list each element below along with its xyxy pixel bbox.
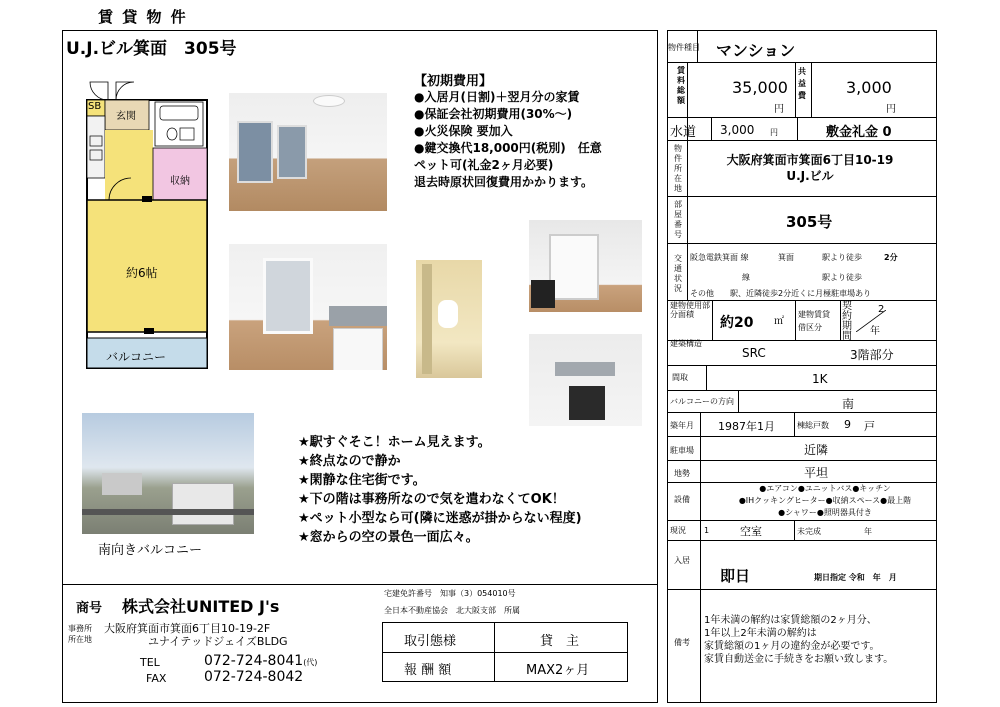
- feature-item: ★閑静な住宅街です。: [298, 473, 426, 488]
- period-year: 2: [878, 304, 885, 315]
- initial-costs-heading: 【初期費用】: [414, 74, 493, 89]
- tel-label: TEL: [140, 656, 160, 669]
- water-value: 3,000: [720, 123, 755, 137]
- property-address: 大阪府箕面市箕面6丁目10-19 U.J.ビル: [726, 153, 894, 183]
- access-1-line: 阪急電鉄箕面 線: [690, 253, 749, 262]
- sink-photo: [529, 334, 642, 426]
- storage-photo: [529, 220, 642, 312]
- address-label: 物件所在地: [674, 144, 682, 193]
- company-fax: 072-724-8042: [204, 669, 304, 685]
- initial-cost-line: ●保証会社初期費用(30%～): [414, 107, 573, 121]
- rent-yen: 円: [774, 104, 784, 115]
- move-in-note: 期日指定 令和 年 月: [814, 573, 897, 582]
- company-shogo-label: 商号: [76, 601, 103, 616]
- floorplan-room-label: 約6帖: [126, 266, 158, 280]
- balcony-view-photo: [82, 413, 254, 534]
- floorplan: [82, 72, 212, 372]
- fax-label: FAX: [146, 672, 167, 685]
- kyoeki-value: 3,000: [846, 78, 892, 97]
- initial-cost-line: ●入居月(日割)＋翌月分の家賃: [414, 90, 580, 104]
- units-value: 9: [844, 418, 851, 431]
- feature-item: ★駅すぐそこ！ホーム見えます。: [298, 435, 491, 450]
- photo-caption: 南向きバルコニー: [98, 543, 203, 558]
- area-label: 建物使用部分面積: [670, 301, 710, 319]
- company-address: 大阪府箕面市箕面6丁目10-19-2F ユナイテッドジェイズBLDG: [104, 622, 288, 648]
- spec-table: [667, 30, 937, 703]
- built-value: 1987年1月: [718, 420, 775, 433]
- access-2-line: 線: [742, 273, 750, 282]
- torihiki-value: 貸 主: [540, 634, 580, 649]
- status-label: 現況: [670, 526, 686, 535]
- kyoeki-yen: 円: [886, 104, 896, 115]
- layout-value: 1K: [812, 372, 828, 386]
- document-type: 賃 貸 物 件: [98, 8, 188, 26]
- type-label: 物件種目: [668, 43, 700, 52]
- remarks-text: 1年未満の解約は家賃総額の2ヶ月分、 1年以上2年未満の解約は 家賃総額の1ヶ月の違約金が必要です。 家賃自動送金に手続きをお願い致します。: [704, 615, 894, 665]
- access-2-walk: 駅より徒歩: [822, 273, 862, 282]
- access-1-minutes: 2分: [884, 253, 898, 262]
- association: 全日本不動産協会 北大阪支部 所属: [384, 606, 520, 615]
- company-tel[interactable]: 072-724-8041(代): [204, 653, 318, 669]
- feature-item: ★ペット小型なら可(隣に迷惑が掛からない程度): [298, 511, 582, 526]
- room-interior-photo: [229, 93, 387, 211]
- parking-label: 駐車場: [670, 446, 694, 455]
- period-label: 契約期間: [842, 301, 852, 342]
- lease-type-label: 建物賃貸 借区分: [798, 310, 830, 332]
- initial-cost-line: ペット可(礼金2ヶ月必要): [414, 158, 554, 172]
- status-number: 1: [704, 526, 710, 535]
- initial-cost-line: 退去時原状回復費用かかります。: [414, 175, 594, 189]
- period-unit: 年: [870, 326, 880, 337]
- water-label: 水道: [670, 125, 697, 140]
- room-number-label: 部屋番号: [674, 200, 682, 239]
- floorplan-sb-label: SB: [88, 101, 102, 112]
- water-yen: 円: [770, 128, 778, 137]
- access-label: 交通状況: [674, 254, 682, 293]
- torihiki-label: 取引態様: [404, 634, 457, 649]
- area-value: 約20: [720, 315, 754, 331]
- hoshu-label: 報 酬 額: [404, 663, 452, 678]
- structure-value: SRC: [742, 346, 766, 360]
- access-1-station: 箕面: [778, 253, 794, 262]
- bathroom-photo: [416, 260, 482, 378]
- incomplete-unit: 年: [864, 527, 872, 536]
- company-name: 株式会社UNITED J's: [122, 597, 280, 616]
- units-label: 棟総戸数: [797, 421, 829, 430]
- status-value: 空室: [740, 525, 762, 538]
- layout-label: 間取: [672, 373, 688, 382]
- floor-value: 3階部分: [850, 348, 894, 362]
- feature-item: ★終点なので静か: [298, 454, 401, 469]
- type-value: マンション: [716, 41, 796, 60]
- direction-label: バルコニーの方向: [670, 397, 734, 406]
- features-list: [298, 433, 582, 547]
- license-number: 宅建免許番号 知事（3）054010号: [384, 589, 516, 598]
- incomplete-label: 未完成: [797, 527, 821, 536]
- property-title: U.J.ビル箕面 305号: [66, 39, 237, 59]
- kyoeki-label: 共益費: [798, 67, 806, 100]
- remarks-label: 備考: [674, 638, 690, 647]
- floorplan-storage-label: 収納: [170, 176, 190, 187]
- room-number-value: 305号: [786, 213, 833, 231]
- company-office-label: 事務所 所在地: [68, 624, 92, 644]
- floorplan-genkan-label: 玄関: [116, 111, 136, 122]
- initial-cost-line: ●火災保険 要加入: [414, 124, 513, 138]
- deposit-key-money: 敷金礼金 0: [826, 125, 892, 140]
- floorplan-balcony-label: バルコニー: [106, 350, 167, 364]
- terrain-label: 地勢: [674, 469, 690, 478]
- rent-value: 35,000: [732, 78, 788, 97]
- area-unit: ㎡: [774, 316, 784, 327]
- kitchen-photo: [229, 244, 387, 370]
- equipment-list: ●エアコン●ユニットバス●キッチン ●IHクッキングヒーター●収納スペース●最上階 ●シャワー●照明器具付き: [738, 484, 912, 517]
- units-unit: 戸: [864, 420, 875, 433]
- equipment-label: 設備: [674, 495, 690, 504]
- feature-item: ★窓からの空の景色一面広々。: [298, 530, 479, 545]
- move-in-label: 入居: [674, 556, 690, 565]
- hoshu-value: MAX2ヶ月: [526, 663, 590, 678]
- initial-costs-list: [414, 89, 602, 191]
- initial-cost-line: ●鍵交換代18,000円(税別) 任意: [414, 141, 602, 155]
- terrain-value: 平坦: [804, 466, 829, 480]
- parking-value: 近隣: [804, 443, 829, 457]
- access-1-walk: 駅より徒歩: [822, 253, 862, 262]
- built-label: 築年月: [670, 421, 694, 430]
- move-in-value: 即日: [720, 567, 751, 585]
- rent-label: 賃料総額: [677, 66, 685, 105]
- feature-item: ★下の階は事務所なので気を遣わなくてOK！: [298, 492, 565, 507]
- direction-value: 南: [842, 397, 855, 411]
- structure-label: 建築構造: [670, 339, 702, 348]
- access-other: その他 駅、近隣徒歩2分近くに月極駐車場あり: [690, 289, 872, 298]
